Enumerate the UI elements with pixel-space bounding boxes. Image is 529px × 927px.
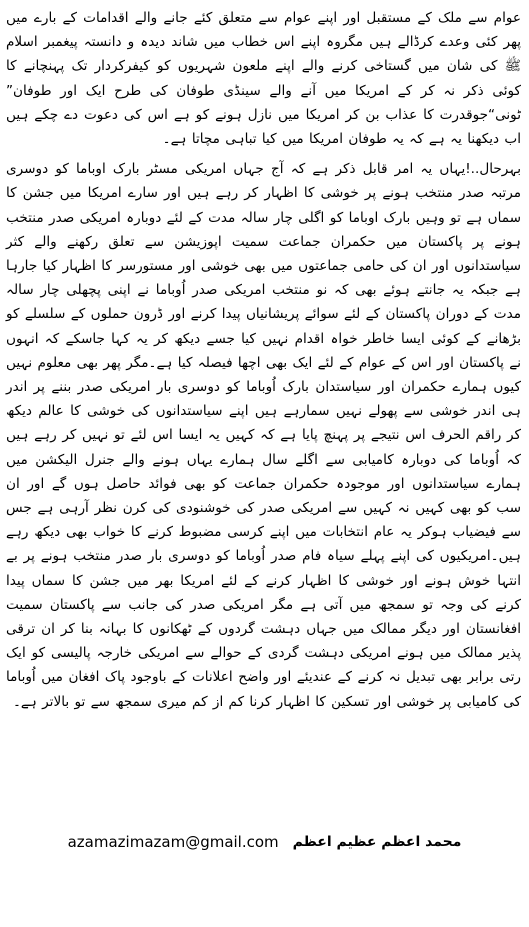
article-paragraph: عوام سے ملک کے مستقبل اور اپنے عوام سے متعلق کئے جانے والے اقدامات کے بارے میں پھر کئی وعدے کرڈالے ہیں مگروہ اپنے اس خطاب میں شاند دیدہ و دانستہ پیغمبر اسلام ﷺ کی شان میں گستاخی کرنے والے اپنے ملعون شہریوں کو کیفرکردار تک پہنچانے کا کوئی ذکر نہ کر کے امریکا میں آنے والے سینڈی طوفان کی طرح ایک اور طوفان” ٹونی“جوقدرت کا عذاب بن کر امریکا میں نازل ہونے کو ہے اس کی دعوت دے چکے ہیں اب دیکھنا یہ ہے کہ یہ طوفان امریکا میں کیا تباہی مچاتا ہے۔ bbox=[6, 10, 521, 148]
article-paragraph: بہرحال..!یہاں یہ امر قابل ذکر ہے کہ آج جہاں امریکی مسٹر بارک اوباما کو دوسری مرتبہ صدر منتخب ہونے پر خوشی کا اظہار کر رہے ہیں اور سارے امریکا میں جشن کا سماں ہے تو وہیں بارک اوباما کو اگلی چار سالہ مدت کے لئے دوبارہ امریکی صدر منتخب ہونے پر پاکستان میں حکمران جماعت سمیت اپوزیشن سے تعلق رکھنے والے کثر سیاستدانوں اور ان کی حامی جماعتوں میں بھی خوشی اور مستورسر کا اظہار کیا جارہا ہے جبکہ یہ جانتے ہوئے بھی کہ نو منتخب امریکی صدر اُوباما نے اپنی پچھلی چار سالہ مدت کے دوران پاکستان کے لئے سوائے پریشانیاں پیدا کرنے اور ڈرون حملوں کے سلسلے کو بڑھانے کے کوئی ایسا خاطر خواہ اقدام نہیں کیا جسے دیکھ کر یہ کہا جاسکے کہ انہوں نے پاکستان اور اس کے عوام کے لئے ایک بھی اچھا فیصلہ کیا ہے۔مگر پھر بھی معلوم نہیں کیوں ہمارے حکمران اور سیاستدان بارک اُوباما کو دوسری بار امریکی صدر بننے پر اندر ہی اندر خوشی سے پھولے نہیں سمارہے ہیں اپنے سیاستدانوں کی خوشی کا عالم دیکھ کر راقم الحرف اس نتیجے پر پہنچ پایا ہے کہ کہیں یہ ایسا اس لئے تو نہیں کر رہے ہیں کہ اُوباما کی دوبارہ کامیابی سے اگلے سال ہمارے یہاں ہونے والے جنرل الیکشن میں ہمارے سیاستدانوں اور موجودہ حکمران جماعت کو بھی فوائد حاصل ہوں گے اور ان سب کو بھی کہیں نہ کہیں سے امریکی صدر کی خوشنودی کی کرن نظر آرہی ہے جس سے فیضیاب ہوکر یہ عام انتخابات میں اپنے کرسی مضبوط کرنے کا خواب بھی دیکھ رہے ہیں۔امریکیوں کی اپنے پہلے سیاہ فام صدر اُوباما کو دوسری بار صدر منتخب ہونے پر بے انتہا خوش ہونے اور خوشی کا اظہار کرنے کے لئے امریکا بھر میں جشن کا سماں پیدا کرنے کی وجہ تو سمجھ میں آتی ہے مگر امریکی صدر کی جانب سے پاکستان سمیت افغانستان اور دیگر ممالک میں جہاں دہشت گردوں کے ٹھکانوں کا بہانہ بنا کر ان ترقی پذیر ممالک میں ہونے امریکی دہشت گردی کے حوالے سے امریکی خارجہ پالیسی کو ایک رتی برابر بھی تبدیل نہ کرنے کے عندیئے اور واضح اعلانات کے باوجود پاک افغان میں اُوباما کی کامیابی پر خوشی اور تسکین کا اظہار کرنا کم از کم میری سمجھ سے تو بالاتر ہے۔ bbox=[6, 161, 521, 710]
author-email: azamazimazam@gmail.com bbox=[67, 833, 279, 851]
author-name: محمد اعظم عظیم اعظم bbox=[292, 834, 462, 850]
signature-line bbox=[0, 833, 529, 851]
